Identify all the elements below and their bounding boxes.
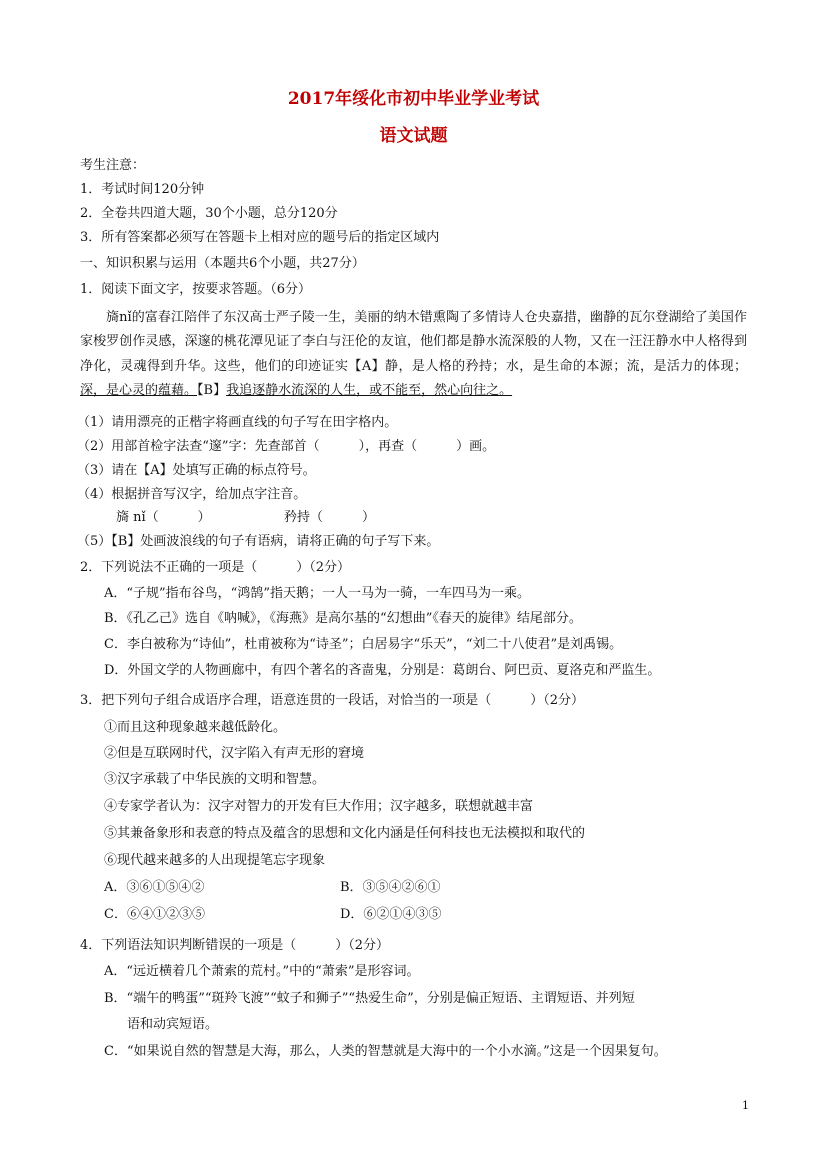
exam-subtitle: 语文试题 [379,126,448,146]
option: A．“子规”指布谷鸟，“鸿鹄”指天鹅；一人一马为一骑，一车四马为一乘。 [104,586,530,601]
option: D．外国文学的人物画廊中，有四个著名的吝啬鬼，分别是：葛朗台、阿巴贡、夏洛克和严监生。 [104,663,661,678]
question-stem: 4．下列语法知识判断错误的一项是（ ）（2分） [80,938,390,953]
notice-item: 2．全卷共四道大题，30个小题，总分120分 [80,206,338,221]
sub-question: （3）请在【A】处填写正确的标点符号。 [77,463,316,478]
sub-question: （1）请用漂亮的正楷字将画直线的句子写在田字格内。 [77,415,398,430]
option-continued: 语和动宾短语。 [127,1017,219,1032]
question-stem: 1．阅读下面文字，按要求答题。（6分） [80,282,312,297]
exam-title: 2017年绥化市初中毕业学业考试 [287,89,540,109]
sentence: ⑥现代越来越多的人出现提笔忘字现象 [104,853,326,868]
notice-item: 3．所有答案都必须写在答题卡上相对应的题号后的指定区域内 [80,230,440,245]
sub-question: （5）【B】处画波浪线的句子有语病，请将正确的句子写下来。 [77,534,440,549]
option: C．“如果说自然的智慧是大海，那么，人类的智慧就是大海中的一个小水滴。”这是一个因果复句。 [104,1044,667,1059]
option: B．③⑤④②⑥① [340,880,441,895]
sub-question: （2）用部首检字法查“邃”字：先查部首（ ），再查（ ）画。 [77,439,496,454]
sentence: ③汉字承载了中华民族的文明和智慧。 [104,772,326,787]
option: C．⑥④①②③⑤ [104,907,205,922]
page-number: 1 [742,1099,749,1112]
option: C．李白被称为“诗仙”，杜甫被称为“诗圣”；白居易字“乐天”，“刘二十八使君”是刘禹锡。 [104,637,623,652]
option: D．⑥②①④③⑤ [340,907,442,922]
underlined-sentence: 深，是心灵的蕴藉。 [80,382,198,398]
option: A．③⑥①⑤④② [104,880,205,895]
notice-heading: 考生注意： [80,158,146,173]
sentence: ②但是互联网时代，汉字陷入有声无形的窘境 [104,746,365,761]
sentence: ④专家学者认为：汉字对智力的开发有巨大作用；汉字越多，联想就越丰富 [104,799,534,814]
notice-item: 1．考试时间120分钟 [80,182,205,197]
wavy-sentence: 我追逐静水流深的人生，或不能至，然心向往之。 [226,382,513,398]
option: B．“端午的鸭蛋”“斑羚飞渡”“蚊子和狮子”“热爱生命”，分别是偏正短语、主谓短语、并列短 [104,991,635,1006]
passage-text: 旖nǐ的富春江陪伴了东汉高士严子陵一生，美丽的纳木错熏陶了多情诗人仓央嘉措，幽静的瓦尔登湖给了美国作家梭罗创作灵感，深邃的桃花潭见证了李白与汪伦的友谊，他们都是静水流深般的人物，又在一汪汪静水中人格得到净化，灵魂得到升华。这些，他们的印迹证实【A】静，是人格的矜持；水，是生命的本源；流，是活力的体现； [80,310,747,374]
question-stem: 3．把下列句子组合成语序合理，语意连贯的一段话，对恰当的一项是（ ）（2分） [80,693,585,708]
marker-b: 【B】 [197,382,227,398]
pinyin-blank: 矜持（ ） [284,510,376,525]
sentence: ⑤其兼备象形和表意的特点及蕴含的思想和文化内涵是任何科技也无法模拟和取代的 [104,826,586,841]
sub-question: （4）根据拼音写汉字，给加点字注音。 [77,487,307,502]
option: B．《孔乙己》选自《呐喊》，《海燕》是高尔基的“幻想曲”《春天的旋律》结尾部分。 [104,611,582,626]
option: A．“远近横着几个萧索的荒村。”中的“萧索”是形容词。 [104,964,420,979]
question-stem: 2．下列说法不正确的一项是（ ）（2分） [80,560,351,575]
section-heading: 一、知识积累与运用（本题共6个小题，共27分） [80,256,365,271]
sentence: ①而且这种现象越来越低龄化。 [104,720,287,735]
reading-passage [80,306,747,403]
pinyin-blank: 旖 nǐ（ ） [116,510,211,525]
